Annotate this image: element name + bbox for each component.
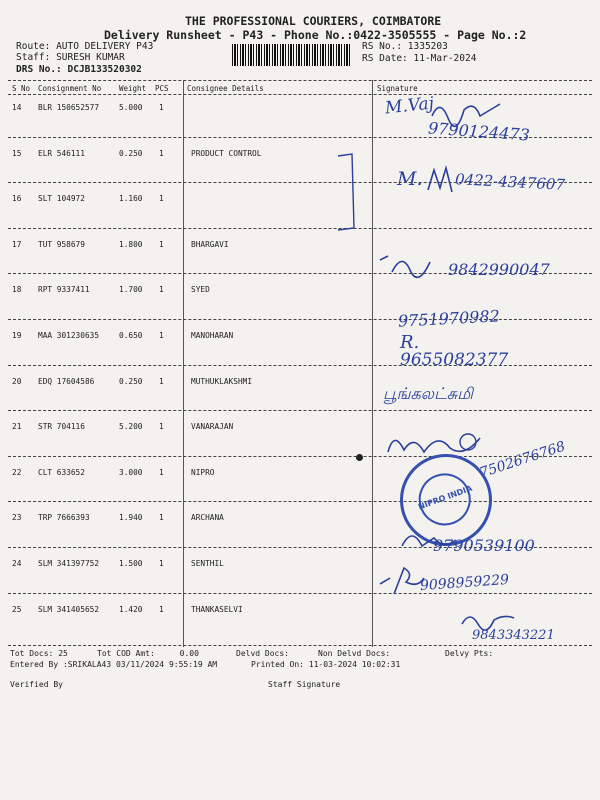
- document-subtitle: Delivery Runsheet - P43 - Phone No.:0422-3505555 - Page No.:2: [104, 28, 527, 42]
- cell-pcs: 1: [159, 604, 164, 614]
- cell-sno: 14: [12, 103, 22, 112]
- cell-consignment-no: CLT 633652: [38, 467, 85, 477]
- rs-no-row: [362, 41, 448, 52]
- col-header-weight: Weight: [119, 84, 147, 93]
- col-header-signature: Signature: [377, 84, 418, 93]
- tot-docs-label: Tot Docs:: [10, 649, 54, 658]
- route-label: Route:: [16, 41, 51, 52]
- cell-sno: 25: [12, 604, 22, 614]
- row-divider: [8, 593, 592, 594]
- cell-weight: 5.200: [119, 422, 143, 432]
- tot-docs: [10, 649, 68, 658]
- cell-pcs: 1: [159, 239, 164, 249]
- cell-sno: 23: [12, 513, 22, 523]
- barcode-image: [232, 44, 352, 66]
- rs-no-label: RS No.:: [362, 41, 403, 52]
- non-delvd-docs: Non Delvd Docs:: [318, 649, 391, 658]
- col-header-pcs: PCS: [155, 84, 169, 93]
- signature-bracket: [334, 150, 364, 230]
- cell-sno: 17: [12, 239, 22, 249]
- cell-consignee: BHARGAVI: [191, 239, 229, 249]
- cell-sno: 24: [12, 559, 22, 568]
- cell-pcs: 1: [159, 559, 164, 568]
- cell-weight: 3.000: [119, 467, 143, 477]
- cell-sno: 20: [12, 376, 22, 386]
- cell-weight: 1.160: [119, 194, 143, 204]
- footer-line: [8, 645, 592, 646]
- row-divider: [8, 410, 592, 411]
- cell-pcs: 1: [159, 376, 164, 386]
- cell-sno: 21: [12, 422, 22, 432]
- signature-phone: 9098959229: [419, 571, 510, 595]
- signature-phone: 9751970982: [397, 306, 501, 331]
- signature-name: பூங்கலட்சுமி: [383, 384, 473, 403]
- drs-label: DRS No.:: [16, 64, 62, 75]
- signature-scribble: [426, 166, 456, 196]
- cell-pcs: 1: [159, 513, 164, 523]
- staff-value: SURESH KUMAR: [56, 52, 125, 63]
- row-divider: [8, 228, 592, 229]
- cell-sno: 22: [12, 467, 22, 477]
- cell-consignee: MANOHARAN: [191, 331, 234, 340]
- rs-date-label: RS Date:: [362, 53, 408, 64]
- cell-pcs: 1: [159, 285, 164, 295]
- cell-consignment-no: SLM 341405652: [38, 604, 100, 614]
- cell-pcs: 1: [159, 331, 164, 340]
- signature-scribble: [430, 96, 510, 126]
- rs-no-value: 1335203: [407, 41, 448, 52]
- col-divider: [183, 80, 184, 647]
- signature-phone: 9790124473: [427, 118, 531, 145]
- cell-consignee: SENTHIL: [191, 559, 224, 568]
- cell-weight: 5.000: [119, 103, 143, 112]
- cell-weight: 1.500: [119, 559, 143, 568]
- cell-consignment-no: RPT 9337411: [38, 285, 90, 295]
- tot-cod-label: Tot COD Amt:: [97, 649, 155, 658]
- staff-row: [16, 52, 125, 63]
- rs-date-value: 11-Mar-2024: [413, 53, 477, 64]
- signature-phone: 9843343221: [472, 628, 555, 643]
- printed-on: Printed On: 11-03-2024 10:02:31: [251, 660, 401, 669]
- rs-date-row: [362, 53, 476, 64]
- tot-cod: [97, 649, 199, 658]
- col-header-consignment: Consignment No: [38, 84, 102, 93]
- table-header-line: [8, 94, 592, 95]
- cell-consignee: THANKASELVI: [191, 604, 243, 614]
- cell-consignment-no: TRP 7666393: [38, 513, 90, 523]
- cell-weight: 1.940: [119, 513, 143, 523]
- signature-name: M.: [397, 168, 423, 190]
- signature-name: R.: [400, 332, 420, 353]
- cell-pcs: 1: [159, 103, 164, 112]
- signature-name: M.Vaj: [384, 93, 435, 119]
- cell-consignee: PRODUCT CONTROL: [191, 148, 262, 158]
- tot-cod-value: 0.00: [179, 649, 199, 658]
- cell-weight: 0.650: [119, 331, 143, 340]
- col-header-consignee: Consignee Details: [187, 84, 264, 93]
- cell-consignee: SYED: [191, 285, 210, 295]
- cell-pcs: 1: [159, 194, 164, 204]
- cell-consignment-no: TUT 958679: [38, 239, 85, 249]
- cell-consignee: VANARAJAN: [191, 422, 234, 432]
- verified-by: Verified By: [10, 680, 63, 689]
- cell-weight: 1.800: [119, 239, 143, 249]
- drs-row: [16, 64, 142, 75]
- row-divider: [8, 319, 592, 320]
- cell-weight: 0.250: [119, 376, 143, 386]
- cell-weight: 1.420: [119, 604, 143, 614]
- col-divider: [372, 80, 373, 647]
- route-row: [16, 41, 153, 52]
- signature-phone: 9655082377: [400, 350, 509, 370]
- stamp-text: NIPRO INDIA: [416, 483, 474, 512]
- entered-by: Entered By :SRIKALA43 03/11/2024 9:55:19 AM: [10, 660, 218, 669]
- signature-phone: 9790539100: [433, 536, 535, 555]
- drs-value: DCJB133520302: [67, 64, 142, 75]
- cell-pcs: 1: [159, 148, 164, 158]
- cell-consignment-no: BLR 150652577: [38, 103, 100, 112]
- delvy-pts: Delvy Pts:: [445, 649, 494, 658]
- signature-scribble: [378, 250, 438, 276]
- cell-weight: 1.700: [119, 285, 143, 295]
- cell-consignment-no: SLT 104972: [38, 194, 85, 204]
- cell-consignment-no: STR 704116: [38, 422, 85, 432]
- document-title: THE PROFESSIONAL COURIERS, COIMBATORE: [185, 14, 442, 28]
- cell-weight: 0.250: [119, 148, 143, 158]
- cell-consignment-no: EDQ 17604586: [38, 376, 95, 386]
- cell-sno: 18: [12, 285, 22, 295]
- cell-consignee: MUTHUKLAKSHMI: [191, 376, 253, 386]
- cell-consignment-no: MAA 301230635: [38, 331, 100, 340]
- cell-sno: 16: [12, 194, 22, 204]
- delvd-docs: Delvd Docs:: [236, 649, 289, 658]
- cell-sno: 15: [12, 148, 22, 158]
- cell-sno: 19: [12, 331, 22, 340]
- cell-pcs: 1: [159, 422, 164, 432]
- staff-signature: Staff Signature: [268, 680, 341, 689]
- tot-docs-value: 25: [58, 649, 68, 658]
- signature-phone: 9842990047: [448, 260, 550, 279]
- cell-pcs: 1: [159, 467, 164, 477]
- cell-consignment-no: ELR 546111: [38, 148, 85, 158]
- ink-dot: [356, 454, 363, 461]
- signature-phone: 7502676768: [477, 438, 568, 482]
- staff-label: Staff:: [16, 52, 51, 63]
- route-value: AUTO DELIVERY P43: [56, 41, 154, 52]
- cell-consignee: NIPRO: [191, 467, 215, 477]
- cell-consignee: ARCHANA: [191, 513, 224, 523]
- table-top-line: [8, 80, 592, 81]
- signature-phone: 0422-4347607: [454, 170, 566, 194]
- col-header-sno: S No: [12, 84, 31, 93]
- cell-consignment-no: SLM 341397752: [38, 559, 100, 568]
- row-divider: [8, 501, 592, 502]
